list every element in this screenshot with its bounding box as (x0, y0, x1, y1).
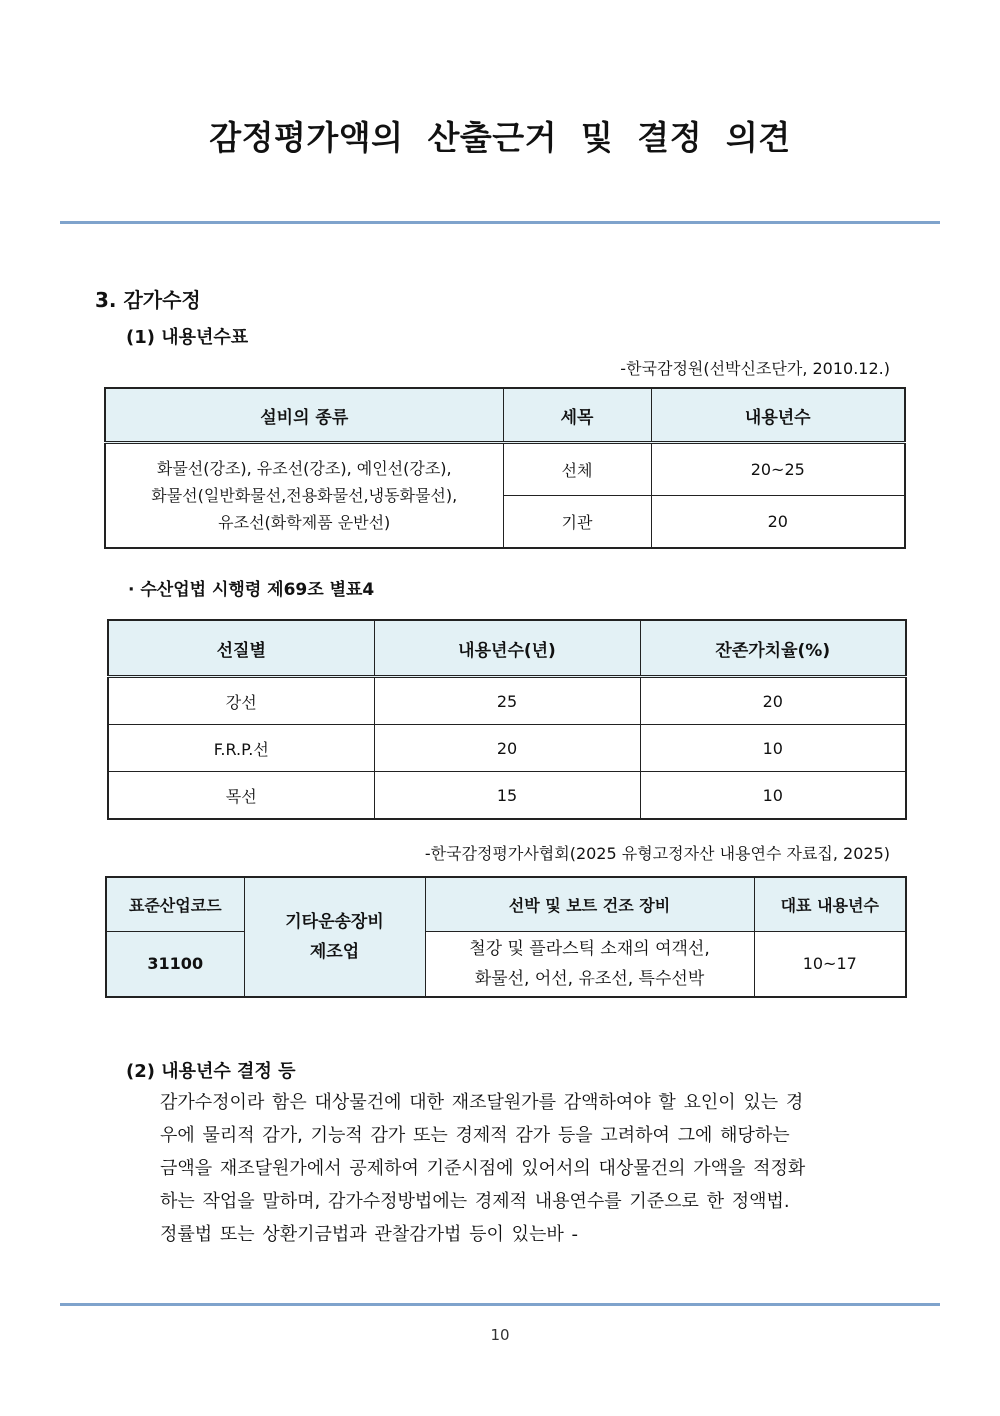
table1-ship-types-line: 유조선(화학제품 운반선) (218, 513, 391, 532)
table3-industry-line: 제조업 (309, 942, 360, 962)
table3-industry-line: 기타운송장비 (285, 912, 384, 932)
table2-header-residual: 잔존가치율(%) (640, 620, 906, 677)
table3-equipment-line: 철강 및 플라스틱 소재의 여객선, (469, 938, 710, 959)
table2-cell: 10 (640, 772, 906, 820)
regulation-bullet: · 수산업법 시행령 제69조 별표4 (128, 580, 375, 600)
table2-cell: F.R.P.선 (108, 725, 374, 772)
table1-years-cell: 20~25 (651, 443, 905, 496)
table1-item-cell: 선체 (503, 443, 651, 496)
industry-code-table (105, 876, 907, 998)
table1-ship-types-line: 화물선(일반화물선,전용화물선,냉동화물선), (151, 486, 458, 505)
source-note-1: -한국감정원(선박신조단가, 2010.12.) (620, 359, 890, 378)
paragraph-line: 금액을 재조달원가에서 공제하여 기준시점에 있어서의 대상물건의 가액을 적정화 (160, 1158, 806, 1179)
useful-life-table (104, 387, 906, 549)
table2-cell: 15 (374, 772, 640, 820)
paragraph-line: 정률법 또는 상환기금법과 관찰감가법 등이 있는바 - (160, 1224, 578, 1245)
table1-header-years: 내용년수 (651, 388, 905, 443)
table2-cell: 10 (640, 725, 906, 772)
table3-header-years: 대표 내용년수 (754, 877, 906, 931)
subsection-heading-1: (1) 내용년수표 (126, 327, 249, 348)
table-row (108, 725, 906, 772)
page-number: 10 (490, 1326, 510, 1344)
table1-item-cell: 기관 (503, 496, 651, 549)
paragraph-line: 우에 물리적 감가, 기능적 감가 또는 경제적 감가 등을 고려하여 그에 해당하는 (160, 1125, 790, 1146)
subsection-heading-2: (2) 내용년수 결정 등 (126, 1061, 296, 1082)
paragraph-line: 감가수정이라 함은 대상물건에 대한 재조달원가를 감액하여야 할 요인이 있는 경 (160, 1092, 804, 1113)
source-note-2: -한국감정평가사협회(2025 유형고정자산 내용연수 자료집, 2025) (424, 844, 890, 863)
page-title: 감정평가액의 산출근거 및 결정 의견 (209, 118, 791, 157)
table1-years-cell: 20 (651, 496, 905, 549)
table2-cell: 강선 (108, 677, 374, 725)
table3-years-value: 10~17 (754, 931, 906, 997)
table2-cell: 20 (640, 677, 906, 725)
table3-industry (244, 877, 425, 997)
table3-header-code: 표준산업코드 (106, 877, 244, 931)
table1-ship-types (105, 443, 503, 549)
table3-equipment-desc (425, 931, 754, 997)
table2-cell: 25 (374, 677, 640, 725)
table2-header-material: 선질별 (108, 620, 374, 677)
body-paragraph (160, 1086, 905, 1251)
table2-cell: 20 (374, 725, 640, 772)
table1-header-item: 세목 (503, 388, 651, 443)
table1-header-type: 설비의 종류 (105, 388, 503, 443)
section-heading: 3. 감가수정 (95, 288, 201, 312)
table1-ship-types-line: 화물선(강조), 유조선(강조), 예인선(강조), (156, 459, 452, 478)
table3-equipment-line: 화물선, 어선, 유조선, 특수선박 (474, 968, 705, 989)
hull-material-table (107, 619, 907, 820)
table-row (108, 772, 906, 820)
table-row (108, 677, 906, 725)
top-divider (60, 221, 940, 224)
table3-header-equipment: 선박 및 보트 건조 장비 (425, 877, 754, 931)
table2-cell: 목선 (108, 772, 374, 820)
bottom-divider (60, 1303, 940, 1306)
paragraph-line: 하는 작업을 말하며, 감가수정방법에는 경제적 내용연수를 기준으로 한 정액법. (160, 1191, 790, 1212)
table3-code-value: 31100 (106, 931, 244, 997)
table2-header-years: 내용년수(년) (374, 620, 640, 677)
